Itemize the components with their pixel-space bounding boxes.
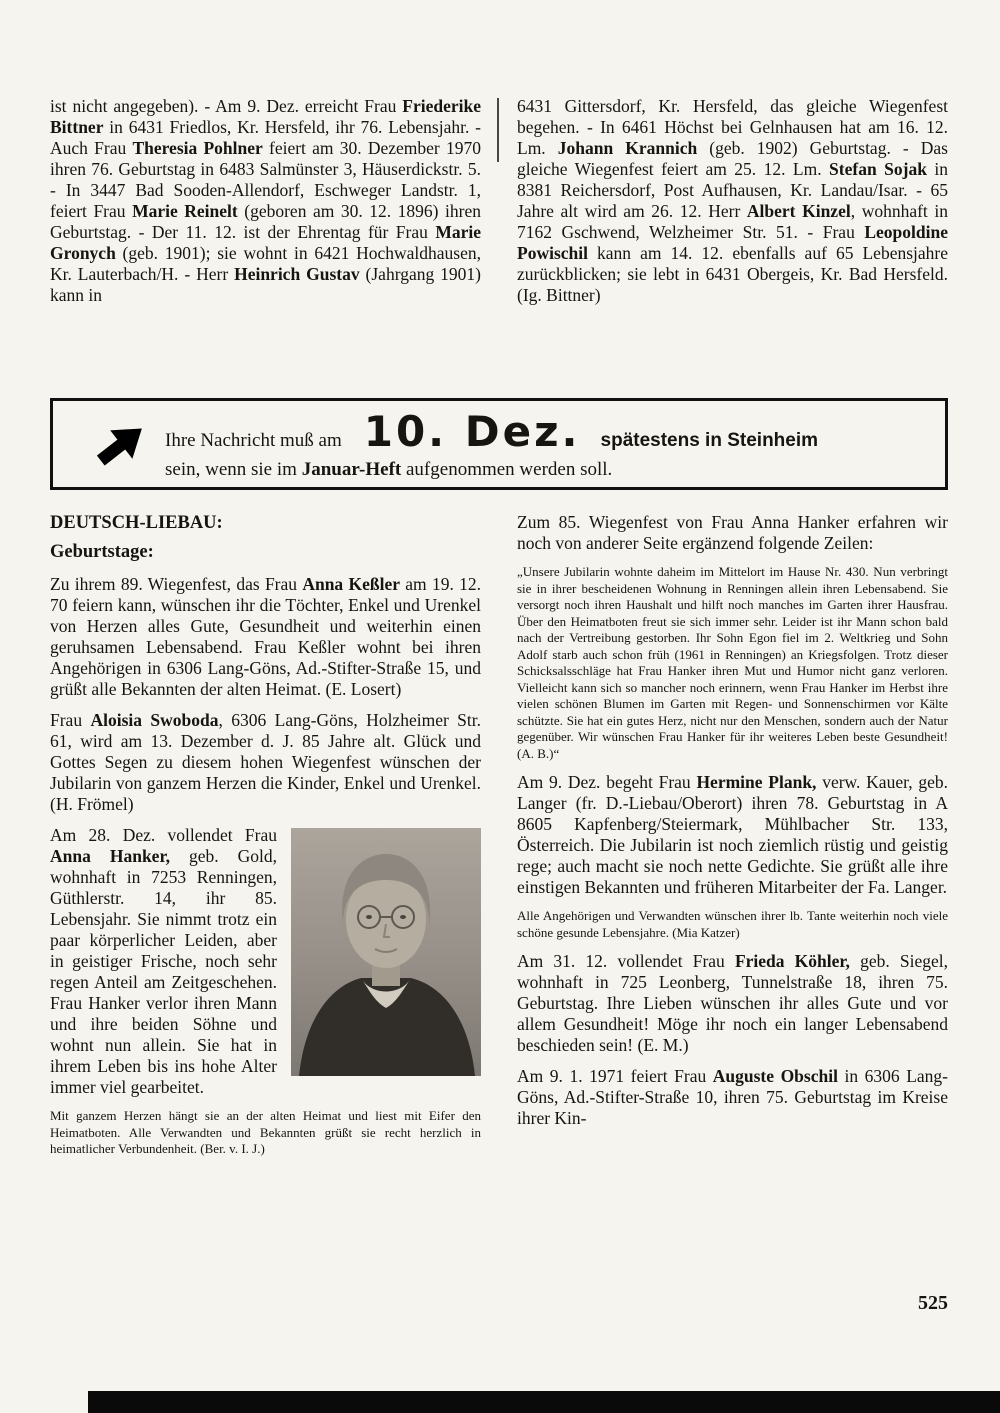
article-section: [50, 512, 948, 1168]
notice-line1-pre: Ihre Nachricht muß am: [165, 430, 342, 451]
portrait-photo: [291, 828, 481, 1076]
paragraph-obschil: Am 9. 1. 1971 feiert Frau Auguste Obschil in 6306 Lang-Göns, Ad.-Stifter-Straße 10, ihren 75. Geburtstag im Kreise ihrer Kin-: [517, 1066, 948, 1128]
note-plank: Alle Angehörigen und Verwandten wünschen ihrer lb. Tante weiterhin noch viele schöne gesunde Lebensjahre. (Mia Katzer): [517, 908, 948, 940]
section-heading: DEUTSCH-LIEBAU:: [50, 513, 223, 533]
notice-line-2: [165, 459, 921, 481]
intro-right-column: 6431 Gittersdorf, Kr. Hersfeld, das gleiche Wiegenfest begehen. - In 6461 Höchst bei Gelnhausen hat am 16. 12. Lm. Johann Krannich (geb. 1902) Geburtstag. - Das gleiche Wiegenfest feiert am 25. 12. Lm. Stefan Sojak in 8381 Reichersdorf, Post Aufhausen, Kr. Landau/Isar. - 65 Jahre alt wird am 26. 12. Herr Albert Kinzel, wohnhaft in 7162 Gschwend, Welzheimer Str. 51. - Frau Leopoldine Powischil kann am 14. 12. ebenfalls auf 65 Lebensjahre zurückblicken; sie lebt in 6431 Obergeis, Kr. Bad Hersfeld. (Ig. Bittner): [517, 96, 949, 305]
paragraph-koehler: Am 31. 12. vollendet Frau Frieda Köhler, geb. Siegel, wohnhaft in 725 Leonberg, Tunnelstraße 18, ihren 75. Geburtstag. Ihre Lieben wünschen ihr alles Gute und vor allem Gesundheit! Möge ihr noch ein langer Lebensabend beschieden sein! (E. M.): [517, 951, 948, 1055]
intro-section: [50, 96, 948, 316]
notice-line2-bold: Januar-Heft: [301, 459, 402, 480]
notice-line1-post: spätestens in Steinheim: [600, 430, 819, 451]
notice-deadline-date: 10. Dez.: [363, 407, 581, 456]
notice-text: [165, 407, 921, 481]
quote-hanker: „Unsere Jubilarin wohnte daheim im Mittelort im Hause Nr. 430. Nun verbringt sie in ihrer bescheidenen Wohnung in Renningen allein ihren Lebensabend. Sie versorgt noch ihren Haushalt und hilft noch manches im Garten ihrer Hausfrau. Über den Heimatboten freut sie sich immer sehr. Leider ist ihr Mann schon bald nach der Vertreibung gestorben. Ihr Sohn Egon fiel im 2. Weltkrieg und Sohn Adolf starb auch schon früh (1961 in Renningen) an Kriegsfolgen. Trotz dieser Schicksalsschläge hat Frau Hanker ihren Mut und Humor nicht ganz verloren. Vielleicht kann sich so mancher noch erinnern, wenn Frau Hanker im Herbst ihre vielen schönen Blumen im Garten mit Regen- und Sonnenschirmen vor Kälte schützte. Sie hat ein gutes Herz, nicht nur den Menschen, sondern auch der Natur gegenüber. Wir wünschen Frau Hanker für ihr weiteres Leben beste Gesundheit! (A. B.)“: [517, 564, 948, 761]
article-left-column: [50, 512, 481, 1168]
notice-line-1: [165, 407, 921, 456]
paragraph-kessler: Zu ihrem 89. Wiegenfest, das Frau Anna Keßler am 19. 12. 70 feiern kann, wünschen ihr die Töchter, Enkel und Urenkel von Herzen alles Gute, Gesundheit und weiterhin einen geruhsamen Lebensabend. Frau Keßler wohnt bei ihren Angehörigen in 6306 Lang-Göns, Ad.-Stifter-Straße 15, und grüßt alle Bekannten der alten Heimat. (E. Losert): [50, 574, 481, 699]
deadline-notice-box: [50, 398, 948, 490]
paragraph-swoboda: Frau Aloisia Swoboda, 6306 Lang-Göns, Holzheimer Str. 61, wird am 13. Dezember d. J. 85 Jahre alt. Glück und Gottes Segen zu diesem hohen Wiegenfest wünschen der Jubilarin von ganzem Herzen die Kinder, Enkel und Urenkel. (H. Frömel): [50, 710, 482, 814]
column-divider-rule: [497, 98, 499, 162]
paragraph-plank: Am 9. Dez. begeht Frau Hermine Plank, verw. Kauer, geb. Langer (fr. D.-Liebau/Oberort) ihren 78. Geburtstag in A 8605 Kapfenberg/Steiermark, Mühlbacher Str. 133, Österreich. Die Jubilarin ist noch ziemlich rüstig und geistig rege; auch macht sie noch nette Gedichte. Sie grüßt alle ihre einstigen Bekannten und früheren Mitarbeiter der Fa. Langer.: [517, 772, 948, 897]
paragraph-hanker: Am 28. Dez. vollendet Frau Anna Hanker, geb. Gold, wohnhaft in 7253 Renningen, Güthlerstr. 14, ihr 85. Lebensjahr. Sie nimmt trotz ein paar körperlicher Leiden, aber in geistiger Frische, noch sehr regen Anteil am Zeitgeschehen. Frau Hanker verlor ihren Mann und ihre beiden Söhne und wohnt nun allein. Sie hat in ihrem Leben bis ins hohe Alter immer viel gearbeitet.: [50, 825, 481, 1098]
intro-left-column: ist nicht angegeben). - Am 9. Dez. erreicht Frau Friederike Bittner in 6431 Friedlos, Kr. Hersfeld, ihr 76. Lebensjahr. - Auch Frau Theresia Pohlner feiert am 30. Dezember 1970 ihren 76. Geburtstag in 6483 Salmünster 3, Häuserdickstr. 5. - In 3447 Bad Sooden-Allendorf, Eschweger Landstr. 1, feiert Frau Marie Reinelt (geboren am 30. 12. 1896) ihren Geburtstag. - Der 11. 12. ist der Ehrentag für Frau Marie Gronych (geb. 1901); sie wohnt in 6421 Hochwaldhausen, Kr. Lauterbach/H. - Herr Heinrich Gustav (Jahrgang 1901) kann in: [50, 96, 481, 305]
notice-line2-pre: sein, wenn sie im: [165, 459, 302, 480]
bottom-edge-bar: [88, 1391, 1000, 1413]
notice-line2-post: aufgenommen werden soll.: [401, 459, 613, 480]
paragraph-hanker-intro: Zum 85. Wiegenfest von Frau Anna Hanker erfahren wir noch von anderer Seite ergänzend folgende Zeilen:: [517, 512, 948, 553]
subsection-heading: Geburtstage:: [50, 542, 154, 562]
note-hanker: Mit ganzem Herzen hängt sie an der alten Heimat und liest mit Eifer den Heimatboten. Alle Verwandten und Bekannten grüßt sie recht herzlich in heimatlicher Verbundenheit. (Ber. v. I. J.): [50, 1108, 481, 1156]
article-right-column: [517, 512, 948, 1168]
arrow-right-icon: [79, 424, 165, 464]
page-number: 525: [918, 1292, 948, 1314]
